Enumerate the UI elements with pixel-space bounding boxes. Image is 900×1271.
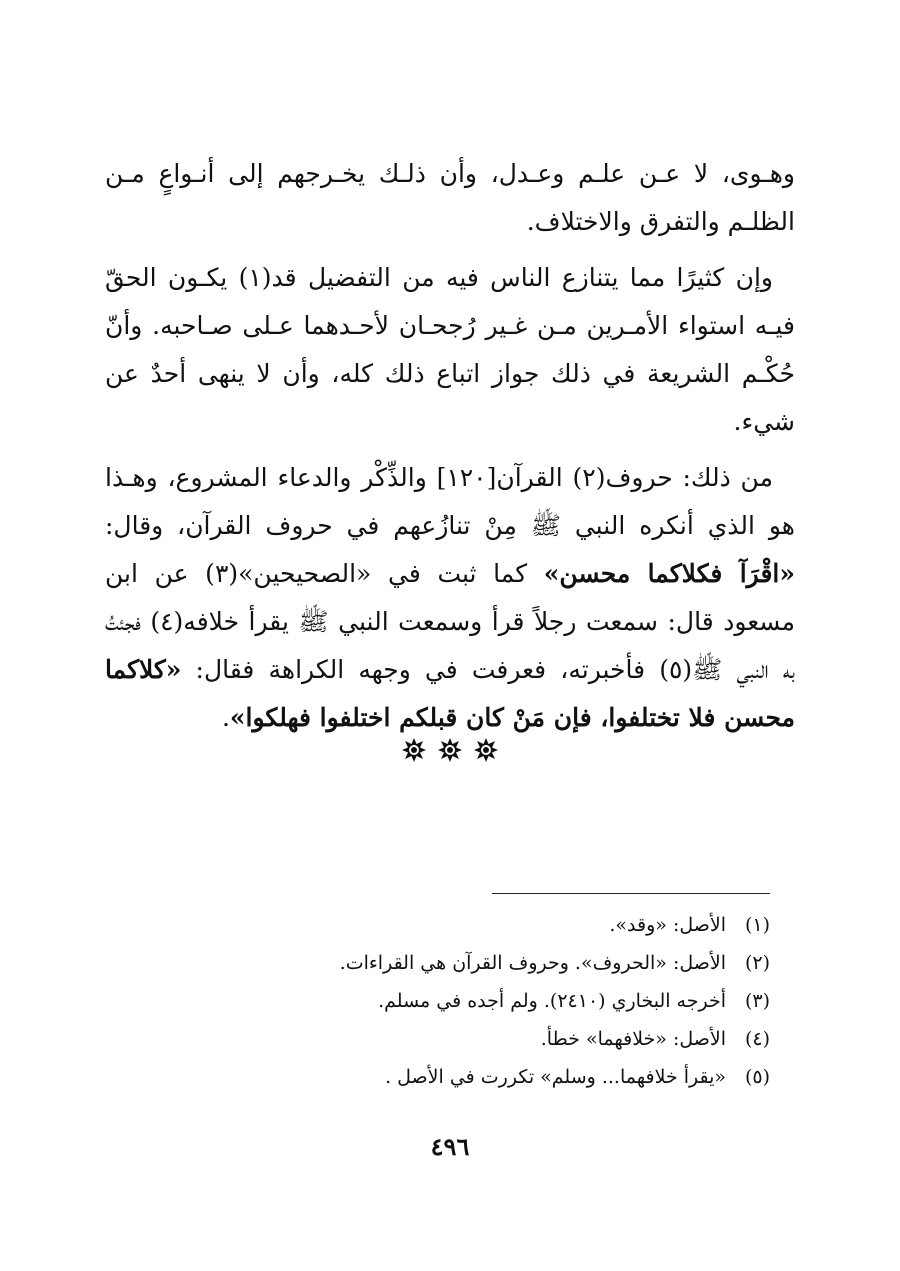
footnote-number: (٢) <box>744 952 770 974</box>
flower-ornament-icon <box>474 738 498 762</box>
footnote-text: «يقرأ خلافهما... وسلم» تكررت في الأصل . <box>385 1066 726 1088</box>
paragraph-3-end: . <box>221 703 230 732</box>
section-divider-ornaments <box>0 738 900 762</box>
paragraph-3-text-b: كما ثبت في «الصحيحين»(٣) عن ابن مسعود قال: سمعت رجلاً قرأ وسمعت النبي ﷺ يقرأ خلافه(٤) فجئتُ به النبي ﷺ(٥) فأخبرته، فعرفت في وجهه الكراهة فقال: <box>105 559 795 684</box>
footnote-text: الأصل: «وقد». <box>609 914 726 936</box>
footnote-number: (٣) <box>744 990 770 1012</box>
paragraph-3 <box>105 454 795 742</box>
main-text <box>105 150 795 750</box>
hadith-quote-1: «اقْرَآ فكلاكما محسن» <box>543 559 795 588</box>
footnote-text: الأصل: «الحروف». وحروف القرآن هي القراءات. <box>339 952 726 974</box>
footnote-text: الأصل: «خلافهما» خطأ. <box>540 1028 726 1050</box>
footnote-3 <box>130 982 770 1020</box>
footnote-separator <box>492 893 770 894</box>
footnote-2 <box>130 944 770 982</box>
footnote-number: (١) <box>744 914 770 936</box>
footnote-1 <box>130 906 770 944</box>
footnote-text: أخرجه البخاري (٢٤١٠). ولم أجده في مسلم. <box>378 990 726 1012</box>
paragraph-2: وإن كثيرًا مما يتنازع الناس فيه من التفضيل قد(١) يكـون الحقّ فيـه استواء الأمـرين مـن غـير رُجحـان لأحـدهما عـلى صـاحبه. وأنّ حُكْـم الشريعة في ذلك جواز اتباع ذلك كله، وأن لا ينهى أحدٌ عن شيء. <box>105 263 795 436</box>
footnote-number: (٥) <box>744 1066 770 1088</box>
flower-ornament-icon <box>438 738 462 762</box>
paragraph-3-text-a: من ذلك: حروف(٢) القرآن[١٢٠] والذِّكْر والدعاء المشروع، وهـذا هو الذي أنكره النبي ﷺ مِنْ تنازُعهم في حروف القرآن، وقال: <box>105 463 795 540</box>
footnote-number: (٤) <box>744 1028 770 1050</box>
page-number: ٤٩٦ <box>430 1132 470 1161</box>
footnote-4 <box>130 1020 770 1058</box>
flower-ornament-icon <box>402 738 426 762</box>
paragraph-1: وهـوى، لا عـن علـم وعـدل، وأن ذلـك يخـرجهم إلى أنـواعٍ مـن الظلـم والتفرق والاختلاف. <box>105 159 795 236</box>
footnote-5 <box>130 1058 770 1096</box>
footnotes <box>130 906 770 1096</box>
hadith-quote-2: «كلاكما محسن فلا تختلفوا، فإن مَنْ كان قبلكم اختلفوا فهلكوا» <box>105 655 795 732</box>
